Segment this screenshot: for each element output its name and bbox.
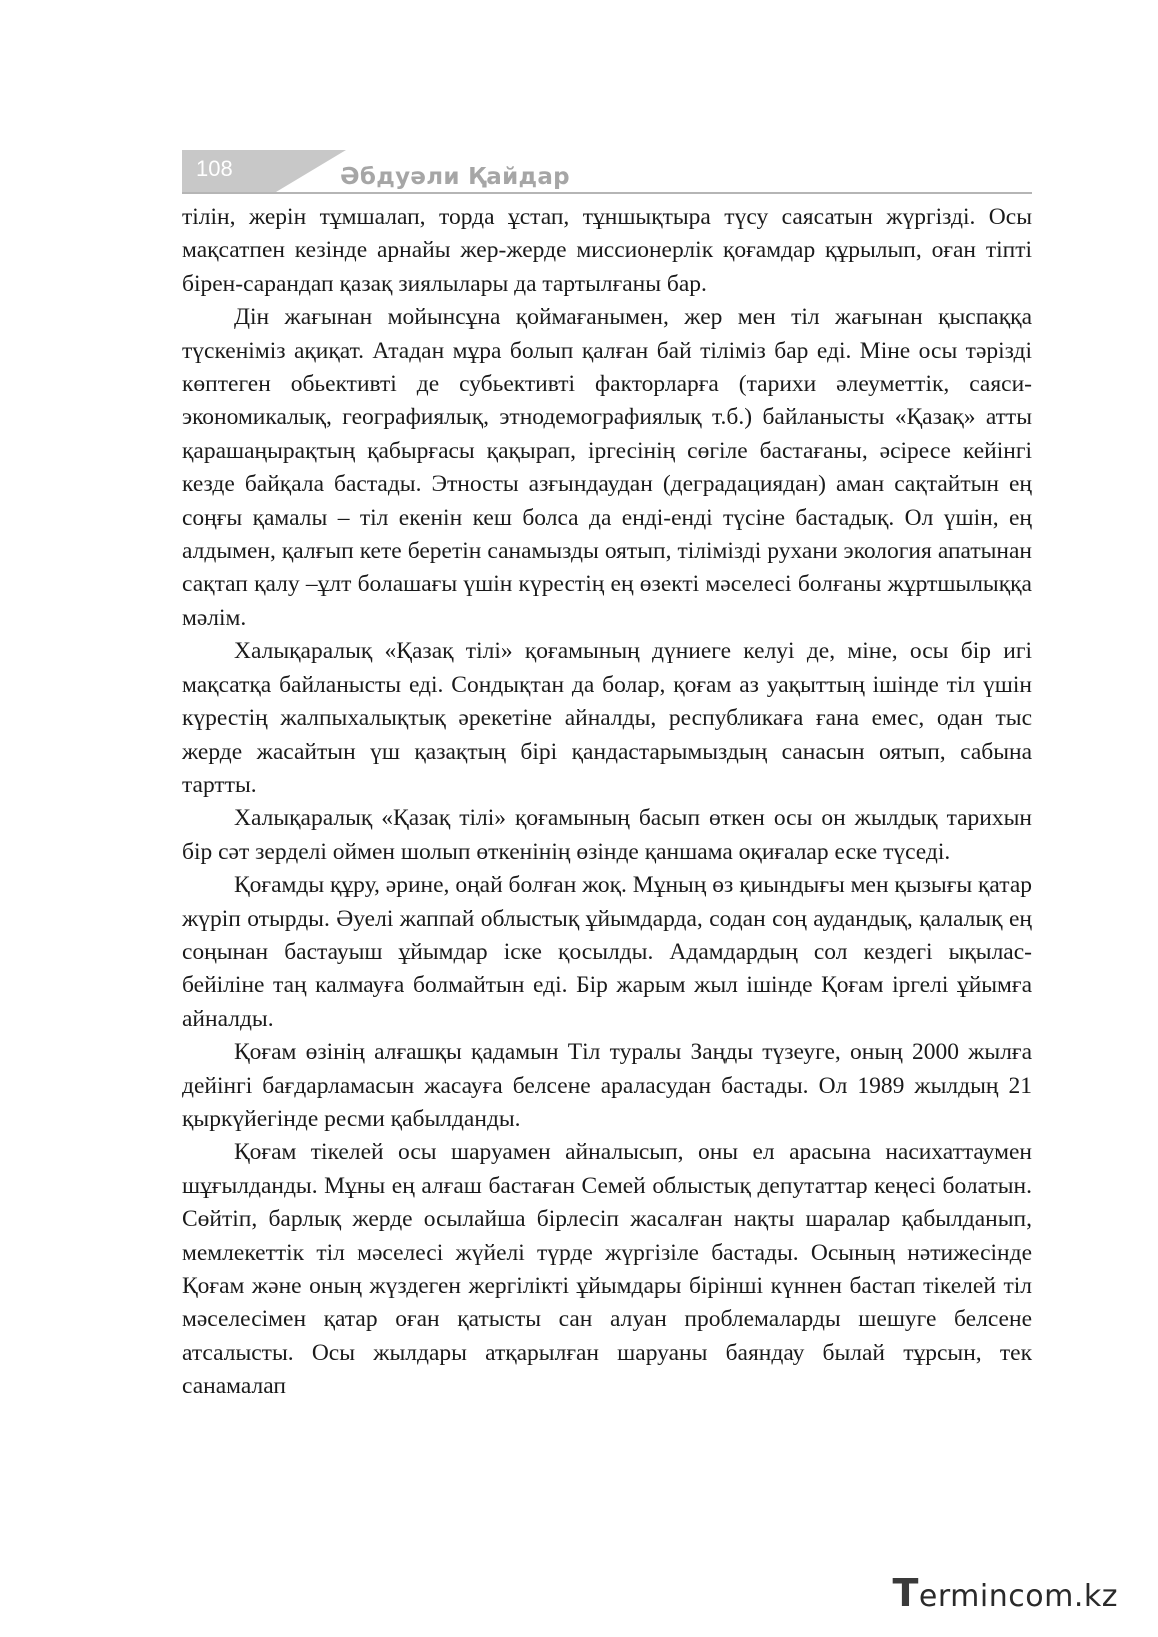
paragraph: Дін жағынан мойынсұна қоймағанымен, жер мен тіл жағынан қыспаққа түскеніміз ақиқат. Атадан мұра болып қалған бай тіліміз бар еді. Міне осы тәрізді көптеген обьективті де субьективті факторларға (тарихи әлеуметтік, саяси-экономикалық, географиялық, этнодемографиялық т.б.) байланысты «Қазақ» атты қарашаңырақтың қабырғасы қақырап, іргесінің сөгіле бастағаны, әсіресе кейінгі кезде байқала бастады. Этносты азғындаудан (деградациядан) аман сақтайтын ең соңғы қамалы – тіл екенін кеш болса да енді-енді түсіне бастадық. Ол үшін, ең алдымен, қалғып кете беретін санамызды оятып, тілімізді рухани экология апатынан сақтап қалу –ұлт болашағы үшін күрестің ең өзекті мәселесі болғаны жұртшылыққа мәлім. xyxy=(182,304,1032,631)
page-header xyxy=(182,150,1032,194)
running-title: Әбдуәли Қайдар xyxy=(340,164,570,190)
watermark-lead-letter: T xyxy=(892,1571,919,1615)
page-number-tab xyxy=(182,150,276,192)
paragraph: Қоғам өзінің алғашқы қадамын Тіл туралы Заңды түзеуге, оның 2000 жылға дейінгі бағдарламасын жасауға белсене араласудан бастады. Ол 1989 жылдың 21 қыркүйегінде ресми қабылданды. xyxy=(182,1039,1032,1132)
paragraph: Халықаралық «Қазақ тілі» қоғамының дүниеге келуі де, міне, осы бір игі мақсатқа байланысты еді. Сондықтан да болар, қоғам аз уақыттың ішінде тіл үшін күрестің жалпыхалықтық әрекетіне айналды, республикаға ғана емес, одан тыс жерде жасайтын үш қазақтың бірі қандастарымыздың санасын оятып, сабына тартты. xyxy=(182,638,1032,798)
paragraph: тілін, жерін тұмшалап, торда ұстап, тұншықтыра түсу саясатын жүргізді. Осы мақсатпен кезінде арнайы жер-жерде миссионерлік қоғамдар құрылып, оған тіпті бірен-сарандап қазақ зиялылары да тартылғаны бар. xyxy=(182,204,1032,297)
paragraph: Қоғамды құру, әрине, оңай болған жоқ. Мұның өз қиындығы мен қызығы қатар жүріп отырды. Әуелі жаппай облыстық ұйымдарда, содан соң аудандық, қалалық ең соңынан бастауыш ұйымдар іске қосылды. Адамдардың сол кездегі ықылас-бейіліне таң калмауға болмайтын еді. Бір жарым жыл ішінде Қоғам іргелі ұйымға айналды. xyxy=(182,872,1032,1032)
page-number: 108 xyxy=(196,156,233,181)
body-text xyxy=(182,201,1032,1404)
watermark-text: ermincom.kz xyxy=(918,1579,1118,1614)
site-watermark xyxy=(893,1571,1119,1615)
paragraph: Халықаралық «Қазақ тілі» қоғамының басып өткен осы он жылдық тарихын бір сәт зерделі оймен шолып өткенінің өзінде қаншама оқиғалар еске түседі. xyxy=(182,805,1032,865)
paragraph: Қоғам тікелей осы шаруамен айналысып, оны ел арасына насихаттаумен шұғылданды. Мұны ең алғаш бастаған Семей облыстық депутаттар кеңесі болатын. Сөйтіп, барлық жерде осылайша бірлесіп жасалған нақты шаралар қабылданып, мемлекеттік тіл мәселесі жүйелі түрде жүргізіле бастады. Осының нәтижесінде Қоғам және оның жүздеген жергілікті ұйымдары бірінші күннен бастап тікелей тіл мәселесімен қатар оған қатысты сан алуан проблемаларды шешуге белсене атсалысты. Осы жылдары атқарылған шаруаны баяндау былай тұрсын, тек санамалап xyxy=(182,1139,1032,1400)
tab-wedge xyxy=(276,150,346,192)
header-rule xyxy=(182,192,1032,194)
